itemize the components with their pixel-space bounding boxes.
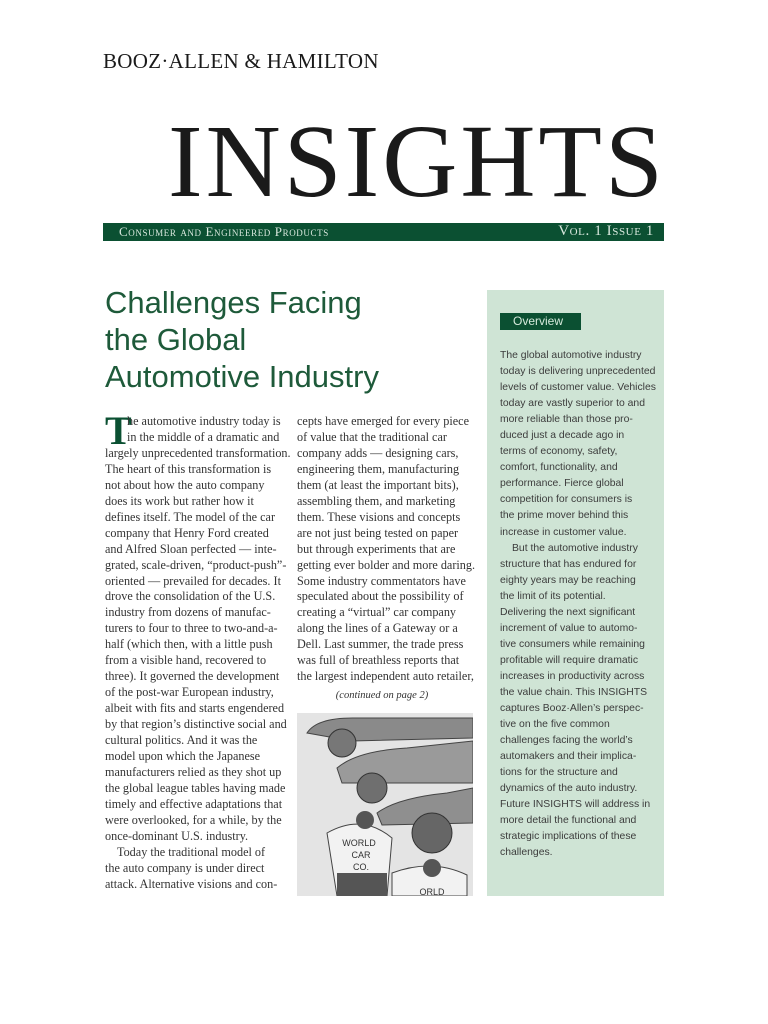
text-line: getting ever bolder and more daring.: [297, 557, 476, 572]
text-line: manufacturers relied as they shot up: [105, 764, 282, 779]
issue-number: Vol. 1 Issue 1: [558, 223, 654, 239]
text-line: profitable will require dramatic: [500, 654, 639, 666]
text-line: from a visible hand, recovered to: [105, 653, 267, 668]
text-line: he automotive industry today is: [127, 414, 281, 428]
text-line: the value chain. This INSIGHTS: [500, 686, 648, 698]
text-line: increment of value to automo-: [500, 622, 638, 634]
globe-icon: [357, 773, 387, 803]
text-line: does its work but rather how it: [105, 493, 254, 508]
text-line: Dell. Last summer, the trade press: [297, 637, 464, 652]
text-line: Future INSIGHTS will address in: [500, 799, 651, 811]
headline-line: the Global: [105, 322, 247, 357]
drop-cap: T: [105, 408, 132, 453]
text-line: along the lines of a Gateway or a: [297, 621, 458, 636]
text-line: oriented — prevailed for decades. It: [105, 573, 281, 588]
text-line: and Alfred Sloan perfected — inte-: [105, 541, 277, 556]
text-line: drove the consolidation of the U.S.: [105, 589, 276, 604]
text-line: the limit of its potential.: [500, 590, 606, 602]
text-line: tive consumers while remaining: [500, 638, 645, 650]
text-line: in the middle of a dramatic and: [127, 429, 280, 444]
text-line: model upon which the Japanese: [105, 749, 261, 764]
text-line: attack. Alternative visions and con-: [105, 876, 278, 891]
text-line: were overlooked, for a while, by the: [105, 812, 282, 827]
text-line: automakers and their implica-: [500, 751, 637, 763]
article-column-1: [105, 408, 291, 893]
globe-icon: [328, 729, 356, 757]
text-line: Some industry commentators have: [297, 573, 466, 588]
text-line: them (at least the important bits),: [297, 477, 459, 492]
text-line: grated, scale-driven, “product-push”-: [105, 557, 287, 572]
text-line: engineering them, manufacturing: [297, 461, 460, 476]
text-line: performance. Fierce global: [500, 478, 624, 490]
text-line: not about how the auto company: [105, 477, 265, 492]
text-line: cultural politics. And it was the: [105, 733, 258, 748]
text-line: Delivering the next significant: [500, 606, 636, 618]
masthead-title: INSIGHTS: [168, 104, 666, 219]
text-line: challenges.: [500, 847, 553, 859]
jacket-text: WORLD: [342, 838, 376, 848]
text-line: more detail the functional and: [500, 815, 637, 827]
text-line: industry from dozens of manufac-: [105, 605, 271, 620]
text-line: comfort, functionality, and: [500, 462, 618, 474]
text-line: by that region’s distinctive social and: [105, 717, 287, 732]
text-line: terms of economy, safety,: [500, 446, 618, 458]
text-line: structure that has endured for: [500, 558, 637, 570]
text-line: But the automotive industry: [512, 542, 638, 554]
text-line: The heart of this transformation is: [105, 461, 272, 476]
text-line: them. These visions and concepts: [297, 509, 461, 524]
text-line: largely unprecedented transformation.: [105, 445, 291, 460]
text-line: creating a “virtual” car company: [297, 605, 457, 620]
text-line: assembling them, and marketing: [297, 493, 456, 508]
text-line: of value that the traditional car: [297, 429, 447, 444]
text-line: the global league tables having made: [105, 780, 286, 795]
jacket-text: CAR: [351, 850, 371, 860]
text-line: speculated about the possibility of: [297, 589, 464, 604]
text-line: company that Henry Ford created: [105, 525, 269, 540]
globe-icon: [412, 813, 452, 853]
text-line: tions for the structure and: [500, 767, 618, 779]
headline-line: Automotive Industry: [105, 359, 379, 394]
company-logo: BOOZ·ALLEN & HAMILTON: [103, 49, 379, 73]
text-line: today is delivering unprecedented: [500, 366, 656, 378]
article-headline: [105, 284, 379, 395]
text-line: The global automotive industry: [500, 350, 642, 361]
text-line: the largest independent auto retailer,: [297, 669, 474, 684]
text-line: of the post-war European industry,: [105, 685, 274, 700]
text-line: Today the traditional model of: [117, 844, 266, 859]
headline-line: Challenges Facing: [105, 285, 362, 320]
jacket-text: CO.: [352, 862, 370, 872]
text-line: eighty years may be reaching: [500, 574, 636, 586]
text-line: the prime mover behind this: [500, 510, 629, 522]
text-line: challenges facing the world’s: [500, 735, 633, 747]
text-line: increase in customer value.: [500, 526, 627, 538]
continued-note: (continued on page 2): [335, 690, 429, 701]
text-line: tive on the five common: [500, 719, 610, 731]
text-line: increases in productivity across: [500, 670, 645, 682]
text-line: but through experiments that are: [297, 541, 456, 556]
text-line: company adds — designing cars,: [297, 445, 459, 460]
overview-label: Overview: [500, 313, 581, 330]
world-car-illustration: [297, 713, 473, 896]
section-name: Consumer and Engineered Products: [119, 224, 329, 239]
text-line: three). It governed the development: [105, 669, 280, 684]
text-line: more reliable than those pro-: [500, 414, 633, 426]
text-line: the auto company is under direct: [105, 860, 265, 875]
text-line: defines itself. The model of the car: [105, 509, 275, 524]
text-line: cepts have emerged for every piece: [297, 414, 469, 428]
text-line: timely and effective adaptations that: [105, 796, 283, 811]
text-line: half (which then, with a little push: [105, 637, 273, 652]
jacket-text: ORLD: [419, 887, 445, 896]
text-line: levels of customer value. Vehicles: [500, 382, 656, 394]
text-line: albeit with fits and starts engendered: [105, 701, 285, 716]
text-line: strategic implications of these: [500, 831, 637, 843]
text-line: dynamics of the auto industry.: [500, 783, 638, 795]
text-line: captures Booz·Allen’s perspec-: [500, 703, 644, 715]
text-line: competition for consumers is: [500, 494, 633, 506]
text-line: today are vastly superior to and: [500, 398, 645, 410]
overview-text: [500, 348, 656, 862]
text-line: duced just a decade ago in: [500, 430, 625, 442]
article-column-2: [297, 414, 475, 685]
text-line: was full of breathless reports that: [297, 653, 460, 668]
text-line: are not just being tested on paper: [297, 525, 459, 540]
text-line: once-dominant U.S. industry.: [105, 828, 249, 843]
section-bar: [103, 223, 664, 241]
text-line: turers to four to three to two-and-a-: [105, 621, 278, 636]
